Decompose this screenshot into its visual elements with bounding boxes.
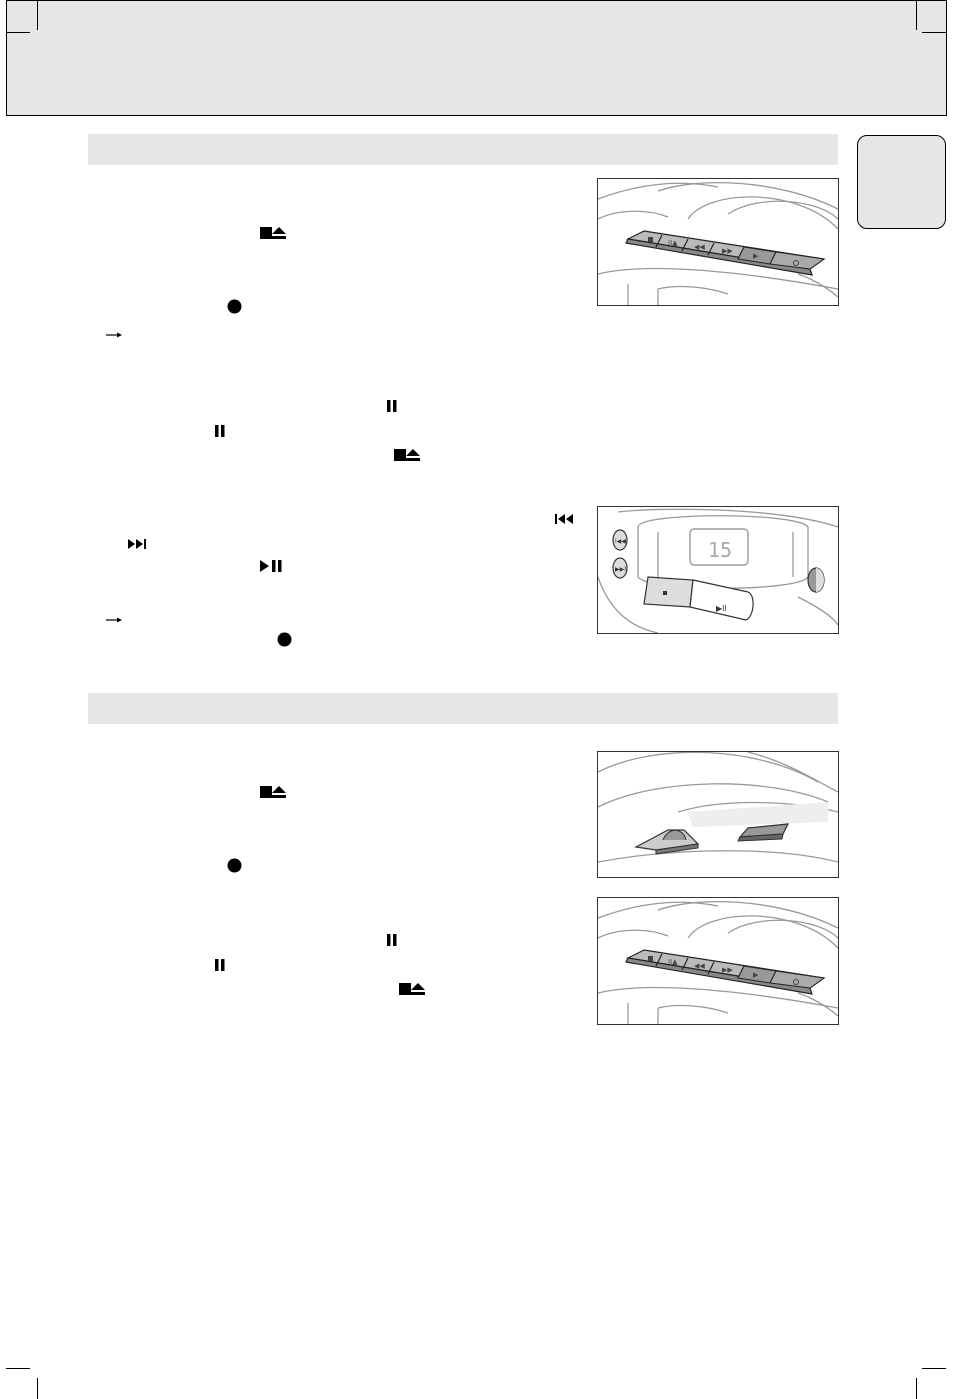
svg-text:II▲: II▲ [668, 239, 678, 247]
previous-track-icon [554, 512, 576, 530]
play-pause-icon [259, 559, 283, 578]
svg-text:▶: ▶ [753, 971, 759, 979]
svg-text:▶▶: ▶▶ [722, 247, 733, 255]
crop-mark [6, 32, 30, 33]
svg-text:◀◀: ◀◀ [694, 962, 705, 970]
svg-text:▶▶: ▶▶ [722, 966, 733, 974]
crop-mark [922, 32, 946, 33]
svg-text:II▲: II▲ [668, 958, 678, 966]
figure-cd-controls [597, 506, 839, 634]
record-icon [227, 858, 242, 878]
figure-display: 15 [708, 538, 733, 562]
header-band [6, 0, 947, 116]
svg-text:▶II: ▶II [716, 604, 727, 613]
crop-mark [916, 1378, 917, 1399]
svg-text:▶▶I: ▶▶I [615, 567, 626, 573]
section-band-radio-recording [88, 693, 838, 724]
crop-mark [922, 1368, 946, 1369]
stop-eject-icon [259, 785, 293, 804]
figure-cassette-buttons [597, 897, 839, 1025]
svg-text:◀◀: ◀◀ [694, 243, 705, 251]
record-icon [277, 632, 292, 652]
stop-eject-icon [393, 448, 427, 467]
stop-eject-icon [259, 226, 293, 245]
pause-icon [386, 933, 398, 952]
arrow-icon [106, 326, 122, 344]
figure-sliders [597, 751, 839, 878]
pause-icon [214, 424, 226, 443]
pause-icon [214, 958, 226, 977]
arrow-icon [106, 611, 122, 629]
stop-eject-icon [398, 982, 432, 1001]
crop-mark [37, 1378, 38, 1399]
record-icon [227, 299, 242, 319]
pause-icon [386, 399, 398, 418]
svg-text:I◀◀: I◀◀ [615, 539, 626, 545]
language-tab [857, 135, 946, 229]
svg-text:▶: ▶ [753, 252, 759, 260]
next-track-icon [126, 537, 148, 555]
crop-mark [6, 1368, 30, 1369]
figure-cassette-buttons [597, 178, 839, 306]
crop-mark [916, 0, 917, 30]
crop-mark [37, 0, 38, 30]
section-band-cd-recording [88, 134, 838, 165]
